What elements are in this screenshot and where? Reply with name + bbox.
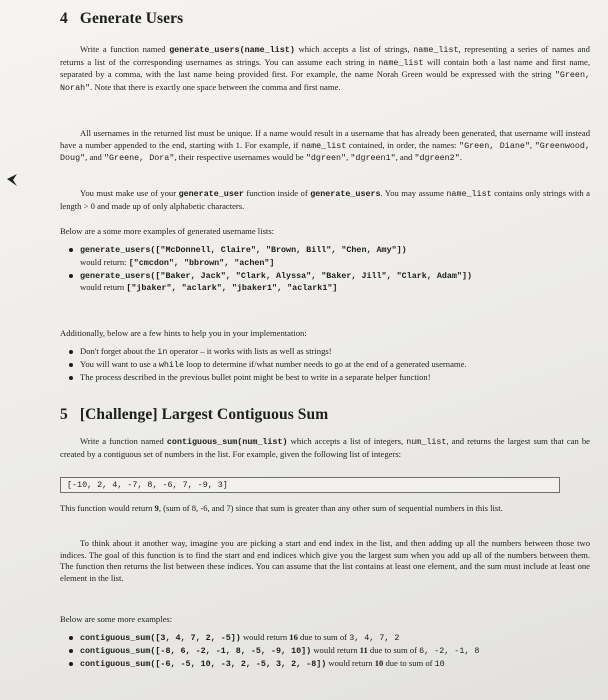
- text-span: To think about it another way, imagine you are picking a start and end index in the list, and then adding up all the numbers between those two indices. The goal of this function is to find the start and end indices which give you the largest sum when you add up all of the numbers between them. The function then returns the list between these indices. You can assume that the list contains at least one element, and the sum must include at least one element in the list.: [60, 538, 590, 583]
- section-5-heading: [60, 406, 590, 424]
- text-span: . You may assume: [380, 188, 447, 198]
- text-span: Below are some more examples:: [60, 614, 173, 624]
- text-span: This function would return: [60, 503, 155, 513]
- text-span: , their respective usernames would be: [174, 152, 306, 163]
- text-span: operator – it works with lists as well as strings!: [167, 346, 332, 356]
- text-span: [60, 188, 590, 212]
- list-item: [60, 270, 590, 296]
- text-span: [60, 503, 590, 515]
- text-span: "Green, Norah": [60, 70, 590, 93]
- text-span: which accepts a list of integers,: [287, 436, 407, 446]
- text-span: 6, -2, -1, 8: [419, 645, 480, 656]
- text-span: contiguous_sum([-8, 6, -2, -1, 8, -5, -9, 10]): [80, 645, 312, 656]
- text-span: generate_users(["Baker, Jack", "Clark, Alyssa", "Baker, Jill", "Clark, Adam"]): [80, 270, 473, 281]
- text-span: contiguous_sum(num_list): [166, 437, 288, 447]
- text-span: The process described in the previous bullet point might be best to write in a separate helper function!: [80, 371, 431, 382]
- text-span: name_list: [446, 189, 492, 199]
- username-examples-list: [60, 244, 590, 295]
- text-span: [60, 44, 590, 94]
- text-span: would return: [311, 644, 360, 655]
- text-span: You must make use of your: [80, 188, 179, 198]
- section-4-paragraph-2: [60, 128, 590, 165]
- text-span: generate_user: [178, 189, 244, 199]
- text-span: will contain both a last name and first name, separated by a comma, with the last name being provided first. For example, the name Norah Green would be expressed with the string: [60, 56, 590, 80]
- text-span: [80, 257, 590, 270]
- section-4-paragraph-3: [60, 188, 590, 212]
- text-span: loop to determine if/what number needs to go at the end of a generated username.: [184, 358, 467, 369]
- text-span: contains only strings with a length > 0 and made up of only alphabetic characters.: [60, 188, 590, 211]
- text-span: name_list: [378, 57, 424, 68]
- section-5-paragraph-3: [60, 538, 590, 584]
- text-span: Additionally, below are a few hints to help you in your implementation:: [60, 328, 307, 338]
- section-5-paragraph-1: [60, 436, 590, 460]
- text-span: in: [157, 347, 168, 357]
- example-code-box: [60, 477, 590, 493]
- section-5-paragraph-4: [60, 614, 590, 626]
- text-span: ["jbaker", "aclark", "jbaker1", "aclark1"]: [126, 283, 338, 294]
- text-span: , representing a series of names and returns a list of the corresponding usernames as strings. You can assume each string in: [60, 44, 590, 67]
- text-span: ,: [529, 139, 535, 150]
- text-span: "dgreen2": [414, 153, 460, 164]
- text-span: would return: [80, 282, 127, 293]
- text-span: due to sum of: [297, 632, 350, 642]
- text-span: contiguous_sum([3, 4, 7, 2, -5]): [80, 633, 241, 643]
- text-span: , and: [395, 152, 415, 163]
- text-span: 3, 4, 7, 2: [349, 633, 400, 643]
- text-span: contiguous_sum([-6, -5, 10, -3, 2, -5, 3, 2, -8]): [80, 658, 327, 669]
- list-item: [60, 359, 590, 372]
- section-4-paragraph-5: [60, 328, 590, 340]
- section-title: [Challenge] Largest Contiguous Sum: [79, 406, 329, 423]
- list-item: [60, 346, 590, 359]
- hints-list: [60, 346, 590, 383]
- text-span: would return:: [80, 256, 129, 267]
- text-span: 10: [434, 658, 445, 669]
- list-item: [60, 645, 590, 658]
- text-span: name_list: [301, 140, 347, 151]
- text-span: Write a function named: [80, 436, 167, 446]
- text-span: All usernames in the returned list must be unique. If a name would result in a username that has already been generated, that username will instead have a number appended to the end, starting with 1. For example, if: [60, 128, 590, 150]
- text-span: would return: [326, 657, 375, 668]
- contiguous-sum-examples-list: [60, 632, 590, 670]
- text-span: ["cmcdon", "bbrown", "achen"]: [128, 257, 275, 268]
- code-block: [-10, 2, 4, -7, 8, -6, 7, -9, 3]: [60, 477, 560, 493]
- mouse-pointer-icon: [6, 173, 18, 187]
- text-span: while: [158, 359, 184, 370]
- text-span: would return: [240, 632, 290, 642]
- text-span: Below are a some more examples of generated username lists:: [60, 226, 275, 236]
- text-span: , (sum of 8, -6, and 7) since that sum is greater than any other sum of sequential numbers in this list.: [158, 503, 503, 513]
- text-span: . Note that there is exactly one space between the comma and first name.: [90, 81, 341, 92]
- text-span: generate_users: [310, 189, 381, 199]
- text-span: .: [459, 152, 462, 163]
- text-span: You will want to use a: [80, 358, 159, 369]
- text-span: due to sum of: [383, 657, 435, 668]
- text-span: name_list: [413, 45, 459, 55]
- text-span: [80, 282, 590, 295]
- section-number: 5: [60, 406, 68, 423]
- text-span: 9: [154, 503, 159, 513]
- section-4-paragraph-1: [60, 44, 590, 94]
- text-span: ,: [346, 152, 351, 163]
- section-4-paragraph-4: [60, 226, 590, 238]
- text-span: "dgreen1": [350, 153, 396, 164]
- section-5-paragraph-2: [60, 503, 590, 515]
- section-number: 4: [60, 10, 68, 27]
- text-span: "Green, Diane": [459, 140, 530, 151]
- list-item: [60, 244, 590, 270]
- section-4-heading: [60, 10, 590, 28]
- text-span: "Greenwood, Doug": [60, 140, 590, 164]
- text-span: which accepts a list of strings,: [294, 44, 414, 54]
- text-span: 16: [289, 632, 298, 642]
- text-span: contained, in order, the names:: [346, 139, 460, 150]
- text-span: function inside of: [243, 188, 311, 198]
- list-item: [60, 658, 590, 671]
- text-span: due to sum of: [367, 644, 420, 655]
- text-span: , and returns the largest sum that can be created by a contiguous set of numbers in the list. For example, given the following list of integers:: [60, 436, 590, 459]
- section-title: Generate Users: [79, 10, 184, 27]
- text-span: "Greene, Dora": [104, 153, 175, 164]
- text-span: 11: [359, 644, 368, 655]
- text-span: num_list: [406, 437, 447, 447]
- text-span: generate_users(name_list): [169, 45, 295, 55]
- text-span: Don't forget about the: [80, 346, 158, 356]
- text-span: , and: [85, 152, 104, 163]
- text-span: generate_users(["McDonnell, Claire", "Brown, Bill", "Chen, Amy"]): [80, 245, 407, 255]
- text-span: "dgreen": [305, 153, 347, 164]
- text-span: 10: [374, 657, 384, 668]
- text-span: Write a function named: [80, 44, 170, 54]
- list-item: [60, 632, 590, 645]
- list-item: [60, 372, 590, 384]
- text-span: [60, 128, 590, 165]
- text-span: [60, 436, 590, 460]
